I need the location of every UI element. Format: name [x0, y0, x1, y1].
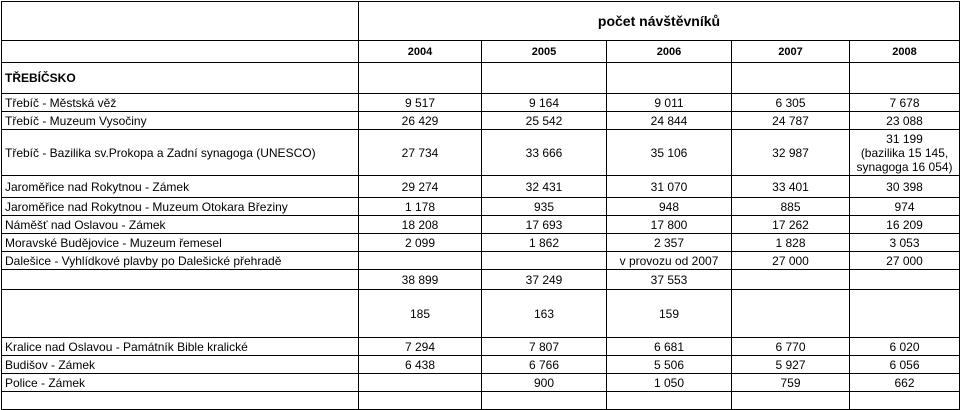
value-2008: [850, 290, 960, 338]
value-2004: 38 899: [359, 270, 482, 290]
site-name: Kralice nad Oslavou - Památník Bible kralické: [2, 338, 359, 356]
section-heading: TŘEBÍČSKO: [2, 63, 359, 94]
value-2008: 974: [850, 198, 960, 216]
value-2008: 23 088: [850, 112, 960, 130]
value-2005: 37 249: [482, 270, 607, 290]
value-2004: [359, 392, 482, 410]
value-2005: 900: [482, 374, 607, 392]
value-2008: [850, 130, 960, 176]
value-2007: [732, 270, 850, 290]
value-2005: 9 164: [482, 94, 607, 112]
value-2006: 35 106: [607, 130, 732, 176]
value-2006: 5 506: [607, 356, 732, 374]
site-name: Náměšť nad Oslavou - Zámek: [2, 216, 359, 234]
table-row: [2, 270, 960, 290]
value-2007: 33 401: [732, 176, 850, 198]
table-row: [2, 198, 960, 216]
value-2006: 1 050: [607, 374, 732, 392]
value-2006: 9 011: [607, 94, 732, 112]
site-name: Třebíč - Městská věž: [2, 94, 359, 112]
site-name: Budišov - Zámek: [2, 356, 359, 374]
value-2007: 24 787: [732, 112, 850, 130]
value-2006: 37 553: [607, 270, 732, 290]
value-2005: [482, 252, 607, 270]
value-2007: 885: [732, 198, 850, 216]
value-2005: 7 807: [482, 338, 607, 356]
value-2008: [850, 270, 960, 290]
value-2004: 9 517: [359, 94, 482, 112]
value-2005: 25 542: [482, 112, 607, 130]
site-name: Jaroměřice nad Rokytnou - Zámek: [2, 176, 359, 198]
value-2004: 1 178: [359, 198, 482, 216]
value-2007: [732, 392, 850, 410]
table-row: [2, 216, 960, 234]
value-2004: 27 734: [359, 130, 482, 176]
site-name: Třebíč - Muzeum Vysočiny: [2, 112, 359, 130]
value-2007: 6 305: [732, 94, 850, 112]
value-2006: 948: [607, 198, 732, 216]
value-2004: 2 099: [359, 234, 482, 252]
value-2005: 6 766: [482, 356, 607, 374]
year-2005-header: 2005: [482, 41, 607, 63]
value-2005: [482, 392, 607, 410]
value-2008: [850, 392, 960, 410]
table-row: [2, 338, 960, 356]
value-2004: 29 274: [359, 176, 482, 198]
value-2008: 6 020: [850, 338, 960, 356]
value-2005: 32 431: [482, 176, 607, 198]
site-name: Jaroměřice nad Rokytnou - Muzeum Otokara Březiny: [2, 198, 359, 216]
value-2004: 185: [359, 290, 482, 338]
value-2005: 935: [482, 198, 607, 216]
site-name: [2, 270, 359, 290]
value-2008: 16 209: [850, 216, 960, 234]
visitors-title: počet návštěvníků: [359, 2, 960, 41]
year-2004-header: 2004: [359, 41, 482, 63]
table-row: [2, 392, 960, 410]
table-row: [2, 176, 960, 198]
value-2005: 1 862: [482, 234, 607, 252]
value-2005: 17 693: [482, 216, 607, 234]
value-2005: 163: [482, 290, 607, 338]
site-name: [2, 290, 359, 338]
year-2007-header: 2007: [732, 41, 850, 63]
value-2008: 30 398: [850, 176, 960, 198]
value-2007: 6 770: [732, 338, 850, 356]
table-row: [2, 374, 960, 392]
year-2008-header: 2008: [850, 41, 960, 63]
value-2006: 24 844: [607, 112, 732, 130]
table-row: [2, 290, 960, 338]
value-2006: 2 357: [607, 234, 732, 252]
value-2004: 7 294: [359, 338, 482, 356]
table-row: [2, 130, 960, 176]
value-2008: 7 678: [850, 94, 960, 112]
value-2007: 5 927: [732, 356, 850, 374]
value-2004: [359, 252, 482, 270]
table-row: [2, 94, 960, 112]
site-name: Dalešice - Vyhlídkové plavby po Dalešické přehradě: [2, 252, 359, 270]
value-2005: 33 666: [482, 130, 607, 176]
site-name: Police - Zámek: [2, 374, 359, 392]
value-2008-line2: (bazilika 15 145,: [860, 145, 949, 160]
value-2004: [359, 374, 482, 392]
table-row: [2, 234, 960, 252]
value-2006: 31 070: [607, 176, 732, 198]
visitor-table: [1, 1, 960, 410]
site-name: Třebíč - Bazilika sv.Prokopa a Zadní synagoga (UNESCO): [2, 130, 359, 176]
value-2007: 1 828: [732, 234, 850, 252]
value-2006: 17 800: [607, 216, 732, 234]
value-2008-line1: 31 199: [886, 131, 923, 146]
value-2006: 6 681: [607, 338, 732, 356]
value-2006: 159: [607, 290, 732, 338]
value-2004: 26 429: [359, 112, 482, 130]
value-2007: 27 000: [732, 252, 850, 270]
value-2007: [732, 290, 850, 338]
site-name: Moravské Budějovice - Muzeum řemesel: [2, 234, 359, 252]
value-2007: 17 262: [732, 216, 850, 234]
year-2006-header: 2006: [607, 41, 732, 63]
value-2006: v provozu od 2007: [607, 252, 732, 270]
value-2008: 3 053: [850, 234, 960, 252]
value-2008: 662: [850, 374, 960, 392]
value-2008: 27 000: [850, 252, 960, 270]
value-2004: 18 208: [359, 216, 482, 234]
value-2008: 6 056: [850, 356, 960, 374]
value-2007: 32 987: [732, 130, 850, 176]
value-2006: [607, 392, 732, 410]
site-name: [2, 392, 359, 410]
value-2007: 759: [732, 374, 850, 392]
table-row: [2, 356, 960, 374]
value-2008-line3: synagoga 16 054): [856, 159, 953, 174]
table-row: [2, 112, 960, 130]
table-row: [2, 252, 960, 270]
value-2004: 6 438: [359, 356, 482, 374]
